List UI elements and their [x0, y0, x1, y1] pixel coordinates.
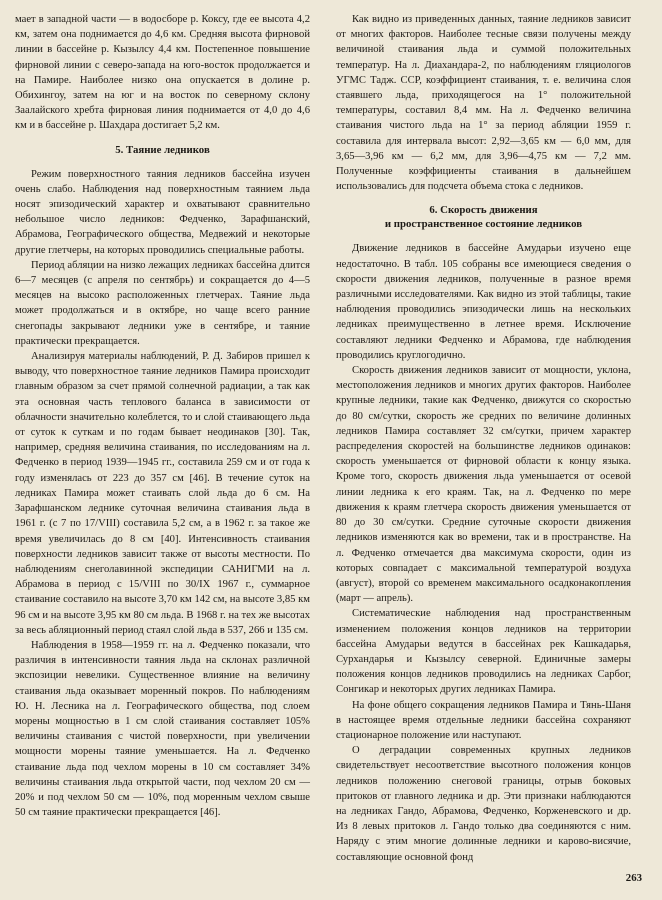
section-heading: 6. Скорость движения и пространственное состояние ледников [384, 204, 583, 231]
paragraph: Анализируя материалы наблюдений, Р. Д. Забиров пришел к выводу, что поверхностное таяние ледников Памира происходит главным образом за счет прямой солнечной радиации, а так как эта основная часть теплового баланса в зависимости от облачности значительно колеблется, то и слой стаивающего льда от суток к суткам и по годам бывает неодинаков [30]. Так, например, средняя величина стаивания, по исследованиям на л. Федченко в период 1939—1945 гг., составила 259 см и от года к году изменялась от 223 до 357 см [46]. В течение суток на ледниках Памира может стаивать слой льда до 6 см. На Зарафшанском леднике суточная величина стаивания льда в 1961 г. (с 7 по 17/VIII) составила 5,2 см, а в 1962 г. за такое же время увеличилась до 8 см [40]. Интенсивность стаивания поверхности ледников зависит также от высоты местности. По наблюдениям снеголавинной экспедиции САНИГМИ на л. Абрамова в период с 15/VIII по 30/IX 1967 г., суммарное стаивание составило на высоте 3,70 км 142 см, на высоте 3,85 км 96 см и на высоте 3,95 км 80 см льда. В 1968 г. на тех же высотах за весь абляционный период стаял слой льда в 537, 266 и 135 см. [15, 351, 310, 636]
paragraph: Движение ледников в бассейне Амударьи изучено еще недостаточно. В табл. 105 собраны все имеющиеся сведения о скорости движения ледников, полученные в разное время различными исследователями. Как видно из этой таблицы, такие наблюдения проводились эпизодически лишь на нескольких ледниках преимущественно в летнее время. Исключение составляют ледники Федченко и Абрамова, где наблюдения проводились круглогодично. [336, 243, 631, 361]
right-column [336, 12, 631, 865]
paragraph: Систематические наблюдения над пространственным изменением положения концов ледников на территории бассейна Амударьи ведутся в бассейнах рек Кашкадарья, Сурхандарья и Кызылсу северной. Единичные замеры положения концов ледников проводились на ледниках Сарбог, Сонгикар и некоторых других ледниках Памира. [336, 608, 631, 696]
section-heading: 5. Таяние ледников [115, 143, 210, 156]
paragraph: Скорость движения ледников зависит от мощности, уклона, местоположения ледников и многих других факторов. Наиболее крупные ледники, такие как Федченко, движутся со скоростью до 80 см/сутки, скорость же средних по величине долинных ледников Памира составляет 32 см/сутки, причем характер распределения скоростей на большинстве ледников одинаков: скорость уменьшается от фирновой области к концу языка. Кроме того, скорость движения льда уменьшается от осевой линии ледника к его краям. Так, на л. Федченко по мере движения к краям глетчера скорость движения уменьшается от 80 до 30 см/сутки. Средние суточные скорости движения ледников изменяются как во времени, так и в пространстве. На л. Федченко отмечается два максимума скорости, один из которых совпадает с максимальной температурой воздуха (август), второй со временем максимального осадконакопления (март — апрель). [336, 365, 631, 605]
paragraph: мает в западной части — в водосборе р. Коксу, где ее высота 4,2 км, затем она поднимается до 4,6 км. Средняя высота фирновой линии в бассейне р. Кызылсу 4,4 км. Постепенное повышение фирновой линии с северо-запада на юго-восток продолжается и на Памире. Наиболее низко она опускается в долине р. Обихингоу, затем на юг и на восток по северному склону Заалайского хребта фирновая линия поднимается от 4,0 до 4,6 км и в бассейне р. Шахдара достигает 5,2 км. [15, 14, 310, 132]
paragraph: Период абляции на низко лежащих ледниках бассейна длится 6—7 месяцев (с апреля по сентябрь) и сокращается до 4—5 месяцев на высоко расположенных глетчерах. Таяние льда может продолжаться и в октябре, но чаще всего ранние снегопады закрывают ледники уже в сентябре, и таяние практически прекращается. [15, 259, 310, 347]
paragraph: Наблюдения в 1958—1959 гг. на л. Федченко показали, что различия в интенсивности таяния льда на склонах различной экспозиции невелики. Существенное влияние на величину стаивания льда оказывает моренный покров. По наблюдениям Ю. Н. Лесника на л. Географического общества, под слоем морены мощностью в 1 см слой стаивания составляет 105% величины стаивания с чистой поверхности, при увеличении мощности морены таяние уменьшается. На л. Федченко стаивание льда под чехлом морены в 10 см составляет 34% величины стаивания льда открытой части, под чехлом 20 см — 20% и под чехлом 50 см — 10%, под моренным чехлом свыше 50 см таяние практически прекращается [46]. [15, 639, 310, 819]
page-number: 263 [625, 872, 642, 884]
paragraph: Режим поверхностного таяния ледников бассейна изучен очень слабо. Наблюдения над поверхностным таянием льда носят эпизодический характер и охватывают сравнительно небольшое число ледников: Федченко, Зарафшанский, Абрамова, Географического общества, Медвежий и некоторые другие глетчеры, на которых проводились специальные работы. [15, 168, 310, 256]
left-column [15, 12, 310, 820]
paragraph: Как видно из приведенных данных, таяние ледников зависит от многих факторов. Наиболее тесные связи получены между величиной стаивания льда и суммой положительных температур. На л. Диахандара-2, по наблюдениям гляциологов УГМС Тадж. ССР, коэффициент стаивания, т. е. величина слоя стаявшего льда, приходящегося на 1° положительной температуры, составил 8,4 мм. На л. Федченко величина стаивания чистого льда на 1° за период абляции 1959 г. составила для интервала высот: 2,92—3,65 км — 6,0 мм, для 3,65—3,96 км — 6,2 мм, для 3,96—4,75 км — 7,2 мм. Полученные коэффициенты стаивания в дальнейшем использовались для подсчета объема стока с ледников. [336, 14, 631, 193]
paragraph: О деградации современных крупных ледников свидетельствует несоответствие высотного положения концов ледников положению снеговой границы, отрыв боковых притоков от главного ледника и др. Эти признаки наблюдаются на ледниках Гандо, Абрамова, Федченко, Корженевского и др. Из 8 левых притоков л. Гандо только два соединяются с ним. Наряду с этим многие долинные ледники и карово-висячие, составляющие основной фонд [336, 745, 631, 863]
paragraph: На фоне общего сокращения ледников Памира и Тянь-Шаня в настоящее время отдельные ледники бассейна сохраняют стационарное положение или наступают. [336, 699, 631, 741]
